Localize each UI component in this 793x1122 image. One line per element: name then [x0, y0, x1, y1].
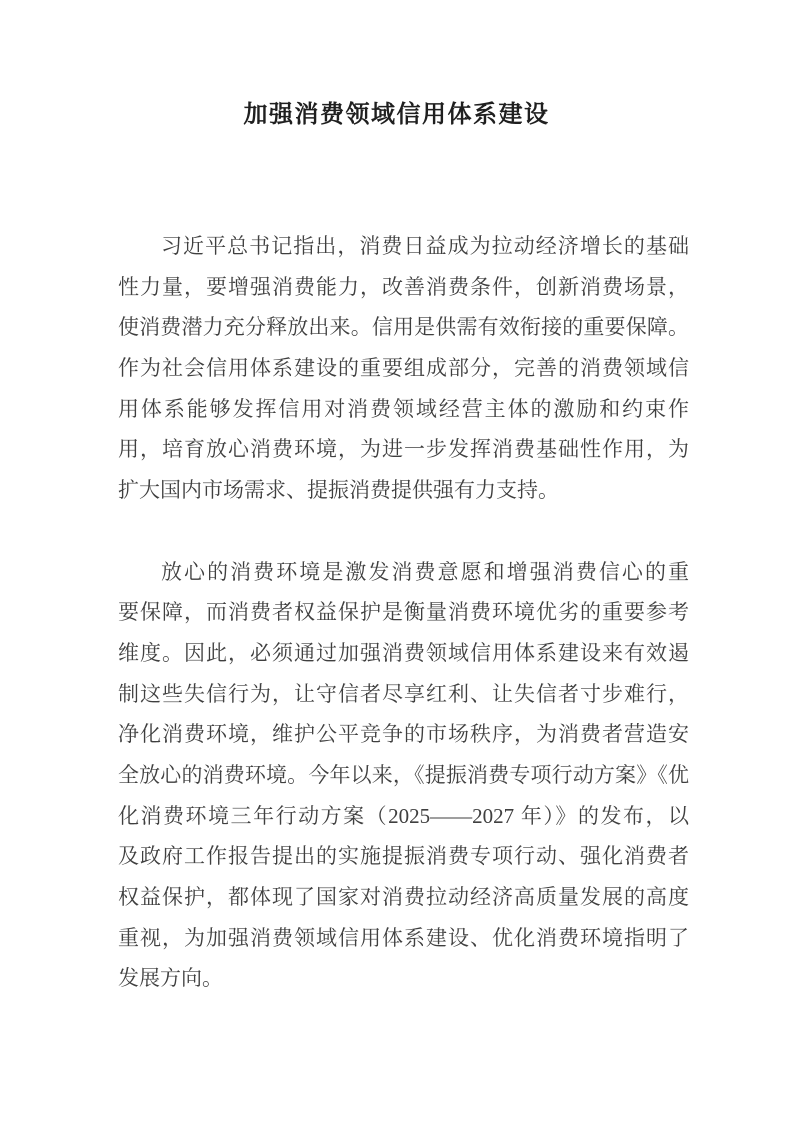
- text-line: 维度。因此，必须通过加强消费领域信用体系建设来有效遏: [118, 640, 689, 665]
- text-line: 重视，为加强消费领域信用体系建设、优化消费环境指明了: [118, 925, 689, 950]
- text-line: 制这些失信行为，让守信者尽享红利、让失信者寸步难行，: [118, 681, 689, 706]
- text-line: 用，培育放心消费环境，为进一步发挥消费基础性作用，为: [118, 437, 689, 462]
- text-line: 发展方向。: [118, 966, 223, 991]
- paragraph-1: [118, 226, 689, 511]
- text-line: 使消费潜力充分释放出来。信用是供需有效衔接的重要保障。: [118, 315, 689, 340]
- text-line: 习近平总书记指出，消费日益成为拉动经济增长的基础: [161, 234, 689, 258]
- text-line: 净化消费环境，维护公平竞争的市场秩序，为消费者营造安: [118, 722, 689, 747]
- document-title: 加强消费领域信用体系建设: [243, 102, 550, 128]
- text-line: 权益保护，都体现了国家对消费拉动经济高质量发展的高度: [118, 885, 689, 909]
- text-line: 扩大国内市场需求、提振消费提供强有力支持。: [118, 478, 559, 503]
- text-line: 用体系能够发挥信用对消费领域经营主体的激励和约束作: [118, 396, 689, 421]
- text-line: 要保障，而消费者权益保护是衡量消费环境优劣的重要参考: [118, 600, 689, 625]
- text-line: 全放心的消费环境。今年以来，《提振消费专项行动方案》《优: [118, 762, 689, 787]
- text-line: 及政府工作报告提出的实施提振消费专项行动、强化消费者: [118, 844, 689, 869]
- document-body: [118, 226, 689, 999]
- text-line: 化消费环境三年行动方案（2025——2027 年）》的发布，以: [118, 803, 689, 828]
- text-line: 作为社会信用体系建设的重要组成部分，完善的消费领域信: [118, 356, 689, 381]
- paragraph-2: [118, 552, 689, 1000]
- paragraph-gap: [118, 511, 689, 552]
- text-line: 放心的消费环境是激发消费意愿和增强消费信心的重: [161, 559, 689, 584]
- text-line: 性力量，要增强消费能力，改善消费条件，创新消费场景，: [118, 274, 689, 299]
